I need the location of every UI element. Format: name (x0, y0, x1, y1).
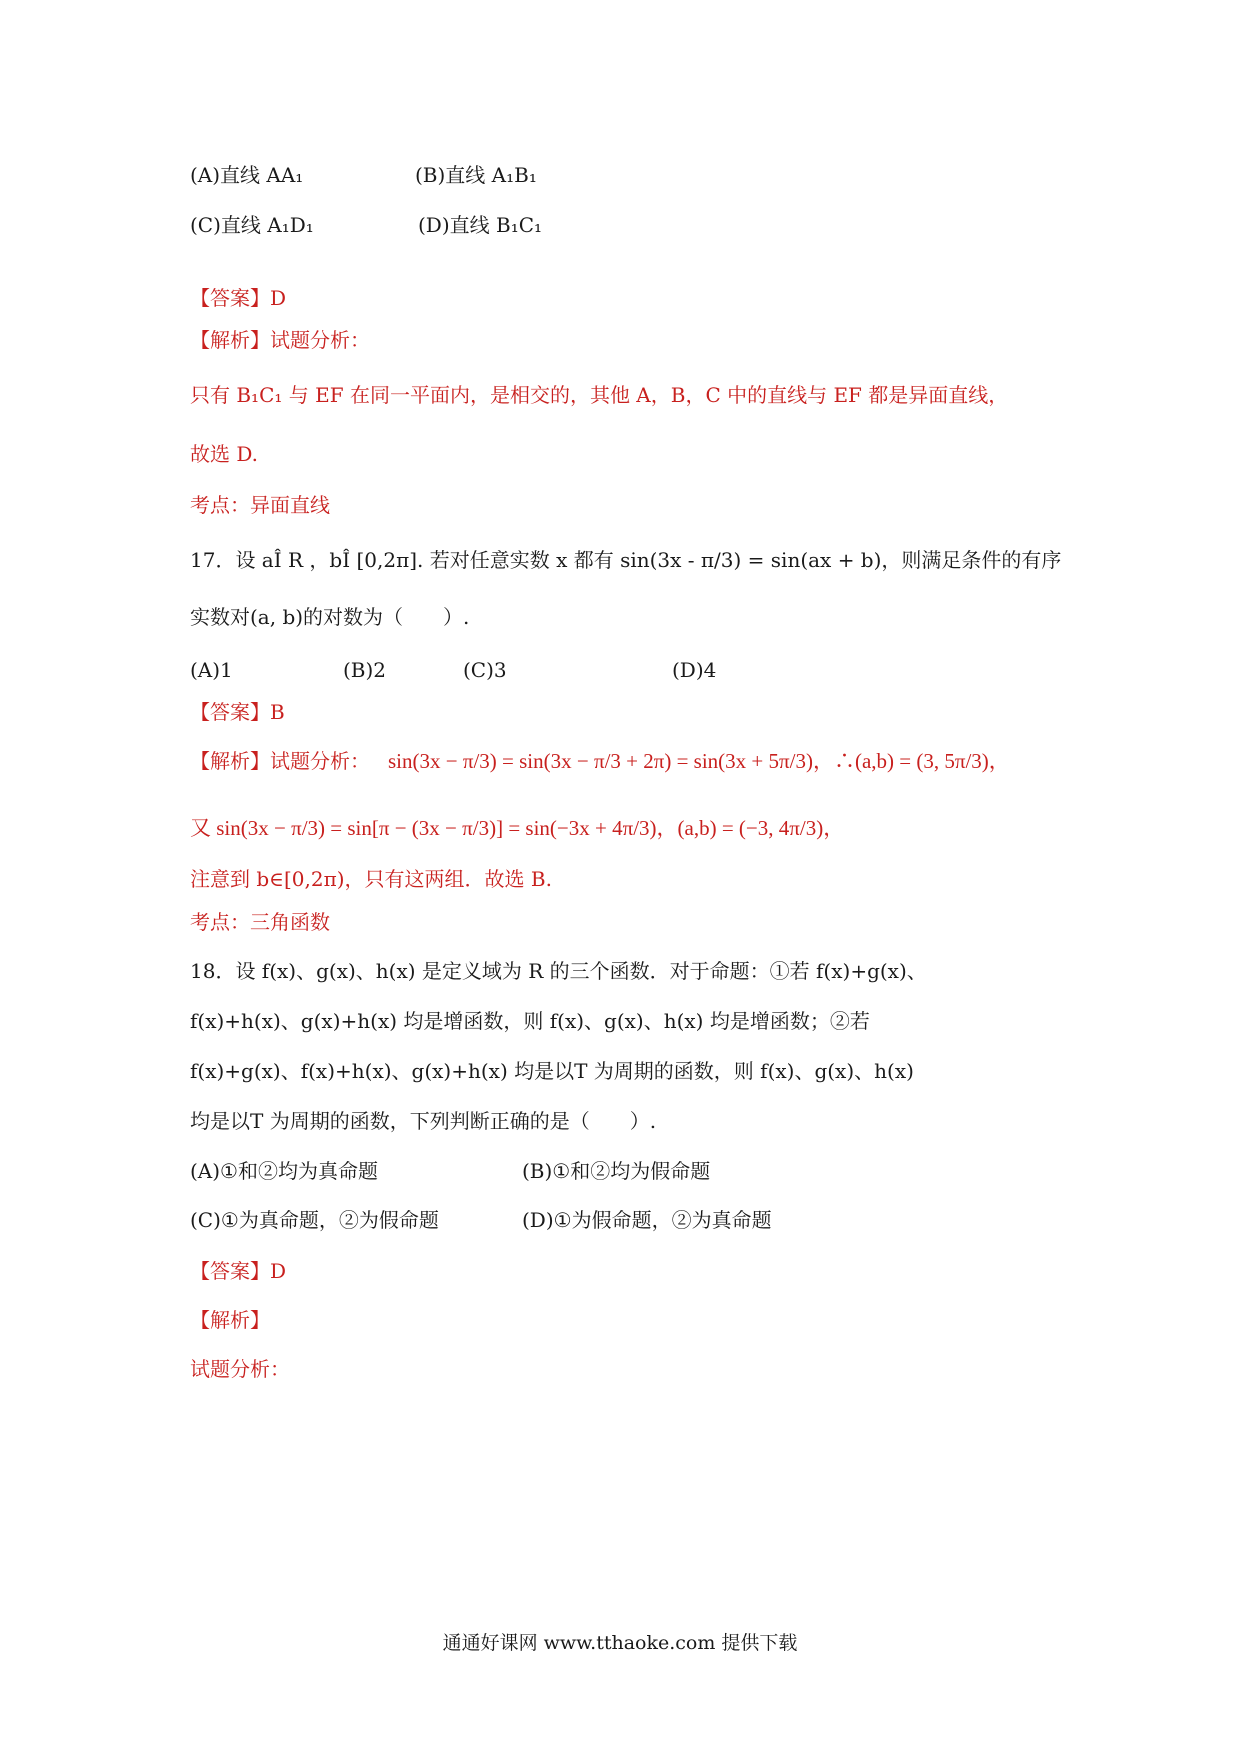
page-footer: 通通好课网 www.tthaoke.com 提供下载 (442, 1632, 798, 1654)
q16-analysis-label: 【解析】试题分析： (190, 328, 370, 352)
q16-answer: 【答案】D (190, 286, 287, 310)
q17-analysis-line3: 注意到 b∈[0,2π)，只有这两组．故选 B. (190, 867, 552, 891)
q17-topic: 考点：三角函数 (190, 910, 330, 934)
q17-option-c: (C)3 (463, 658, 507, 682)
q16-option-c: (C)直线 A₁D₁ (190, 213, 314, 237)
q16-option-a: (A)直线 AA₁ (190, 163, 304, 187)
q17-answer: 【答案】B (190, 700, 285, 724)
q18-analysis-sub: 试题分析： (190, 1357, 290, 1381)
q18-stem-line1: 18．设 f(x)、g(x)、h(x) 是定义域为 R 的三个函数．对于命题：①若 f(x)+g(x)、 (190, 959, 927, 983)
q18-option-b: (B)①和②均为假命题 (522, 1159, 711, 1183)
q18-stem-line4: 均是以T 为周期的函数，下列判断正确的是（ ）. (190, 1109, 657, 1133)
q16-option-b: (B)直线 A₁B₁ (415, 163, 537, 187)
q18-answer: 【答案】D (190, 1259, 287, 1283)
q17-option-d: (D)4 (672, 658, 717, 682)
q16-topic: 考点：异面直线 (190, 493, 330, 517)
q18-option-c: (C)①为真命题，②为假命题 (190, 1208, 439, 1232)
q17-option-a: (A)1 (190, 658, 233, 682)
q17-analysis-eq1: sin(3x − π/3) = sin(3x − π/3 + 2π) = sin(3x + 5π/3)，∴(a,b) = (3, 5π/3)， (388, 749, 1010, 773)
q17-analysis-eq2: 又 sin(3x − π/3) = sin[π − (3x − π/3)] = sin(−3x + 4π/3)，(a,b) = (−3, 4π/3)， (190, 816, 845, 840)
q18-option-d: (D)①为假命题，②为真命题 (522, 1208, 772, 1232)
q17-analysis-label: 【解析】试题分析： (190, 749, 370, 773)
q16-option-d: (D)直线 B₁C₁ (418, 213, 543, 237)
q18-analysis-label: 【解析】 (190, 1308, 270, 1332)
q17-stem-line2: 实数对(a, b)的对数为（ ）. (190, 605, 470, 629)
q18-option-a: (A)①和②均为真命题 (190, 1159, 378, 1183)
q16-analysis-line2: 故选 D. (190, 442, 259, 466)
q16-analysis-line1: 只有 B₁C₁ 与 EF 在同一平面内，是相交的，其他 A，B，C 中的直线与 EF 都是异面直线， (190, 383, 1009, 407)
q18-stem-line2: f(x)+h(x)、g(x)+h(x) 均是增函数，则 f(x)、g(x)、h(x) 均是增函数；②若 (190, 1009, 870, 1033)
q18-stem-line3: f(x)+g(x)、f(x)+h(x)、g(x)+h(x) 均是以T 为周期的函数，则 f(x)、g(x)、h(x) (190, 1059, 914, 1083)
q17-option-b: (B)2 (343, 658, 387, 682)
q17-stem-line1: 17．设 aÎ R ，bÎ [0,2π]. 若对任意实数 x 都有 sin(3x - π/3) = sin(ax + b)，则满足条件的有序 (190, 548, 1062, 572)
